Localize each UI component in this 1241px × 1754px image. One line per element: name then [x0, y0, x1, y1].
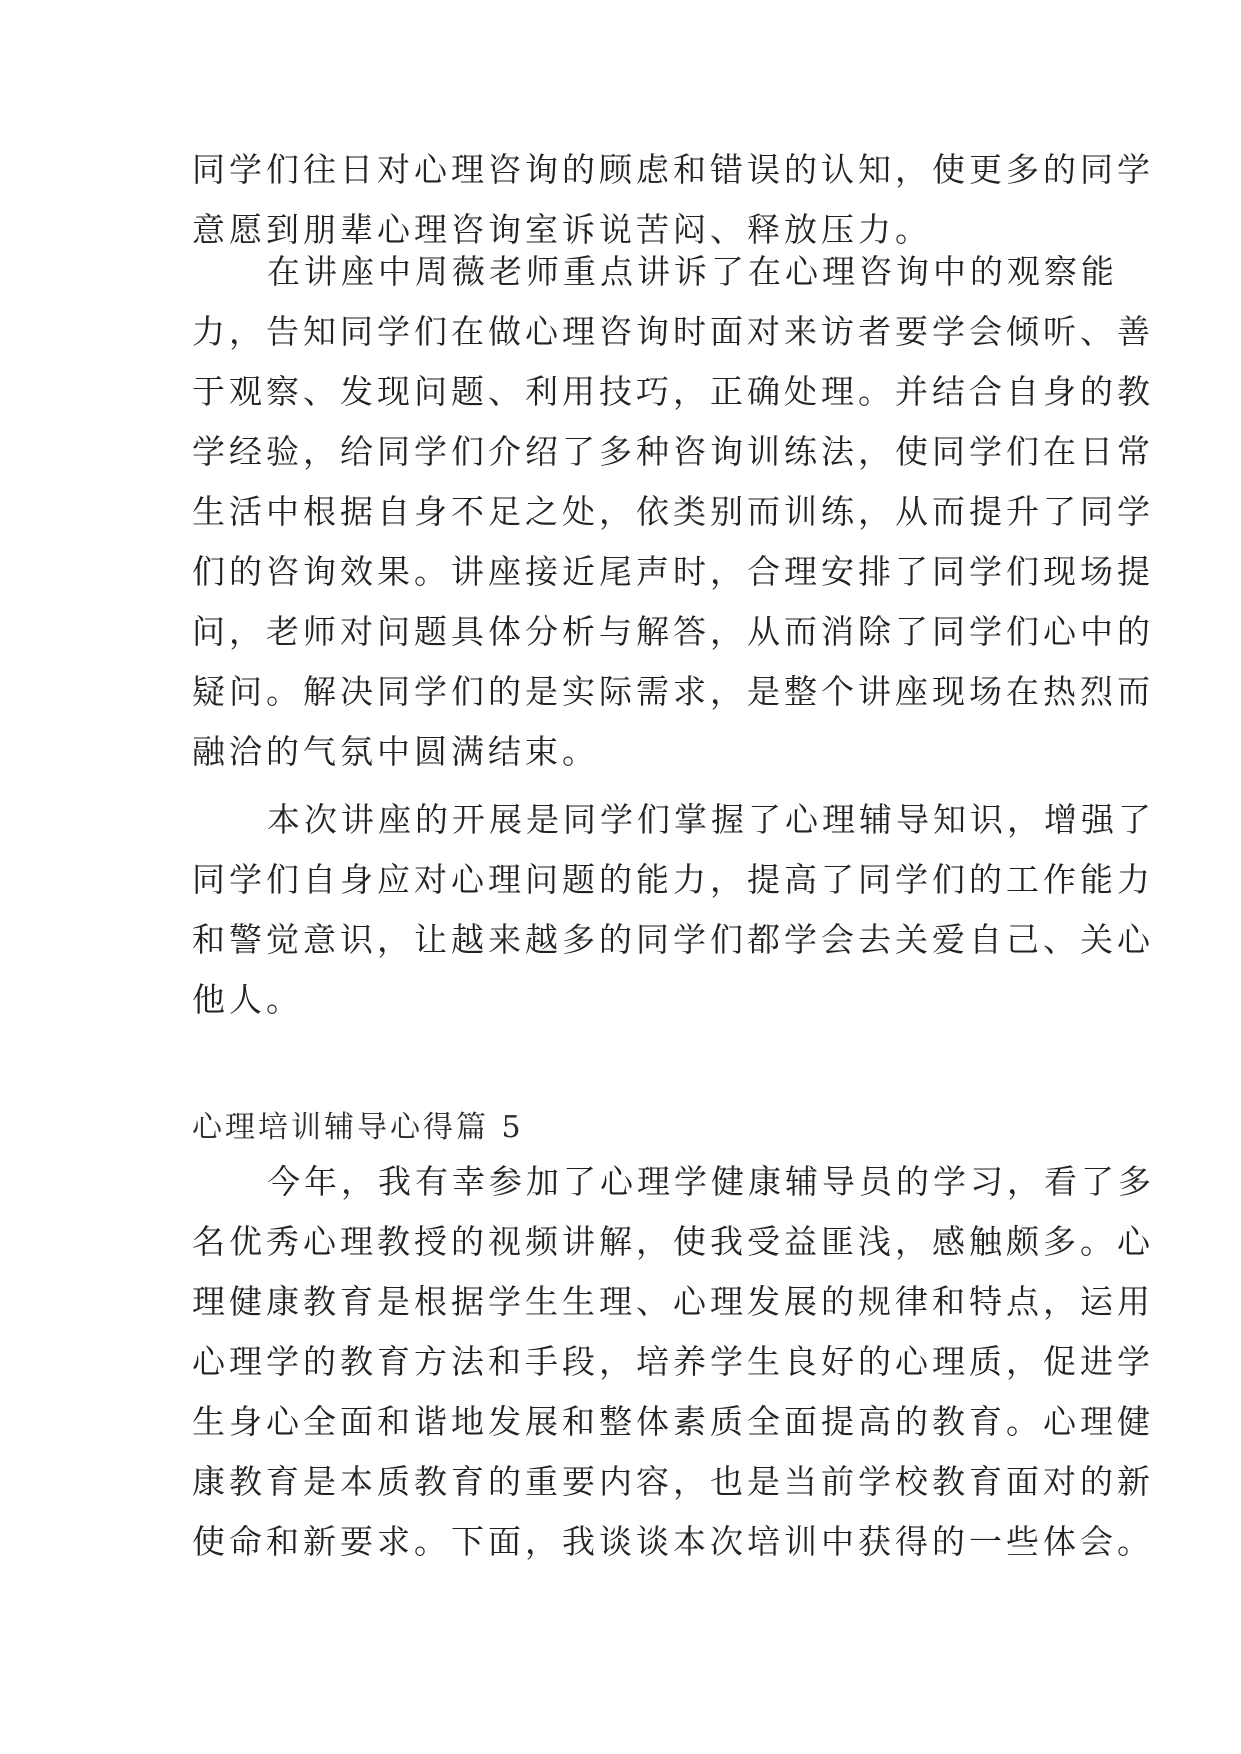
paragraph-lecture-summary [192, 790, 1155, 1030]
text-line: 理健康教育是根据学生生理、心理发展的规律和特点，运用 [192, 1282, 1154, 1321]
paragraph-training-reflection [192, 1152, 1155, 1572]
text-line: 问，老师对问题具体分析与解答，从而消除了同学们心中的 [192, 612, 1154, 651]
text-line: 名优秀心理教授的视频讲解，使我受益匪浅，感触颇多。心 [192, 1222, 1154, 1261]
text-line: 生身心全面和谐地发展和整体素质全面提高的教育。心理健 [192, 1402, 1154, 1441]
text-line: 心理学的教育方法和手段，培养学生良好的心理质，促进学 [192, 1342, 1154, 1381]
text-line: 和警觉意识，让越来越多的同学们都学会去关爱自己、关心 [192, 920, 1154, 959]
text-line: 今年，我有幸参加了心理学健康辅导员的学习，看了多 [267, 1162, 1155, 1201]
text-line: 本次讲座的开展是同学们掌握了心理辅导知识，增强了 [267, 800, 1155, 839]
text-line: 疑问。解决同学们的是实际需求，是整个讲座现场在热烈而 [192, 672, 1154, 711]
text-line: 学经验，给同学们介绍了多种咨询训练法，使同学们在日常 [192, 432, 1154, 471]
text-line: 同学们往日对心理咨询的顾虑和错误的认知，使更多的同学 [192, 150, 1154, 189]
text-line: 他人。 [192, 980, 303, 1019]
text-line: 同学们自身应对心理问题的能力，提高了同学们的工作能力 [192, 860, 1154, 899]
text-line: 康教育是本质教育的重要内容，也是当前学校教育面对的新 [192, 1462, 1154, 1501]
text-line: 意愿到朋辈心理咨询室诉说苦闷、释放压力。 [192, 210, 932, 249]
paragraph-lecture-content [192, 242, 1154, 782]
text-line: 融洽的气氛中圆满结束。 [192, 732, 599, 771]
text-line: 使命和新要求。下面，我谈谈本次培训中获得的一些体会。 [192, 1522, 1154, 1561]
text-line: 在讲座中周薇老师重点讲诉了在心理咨询中的观察能 [267, 252, 1118, 291]
text-line: 生活中根据自身不足之处，依类别而训练，从而提升了同学 [192, 492, 1154, 531]
text-line: 于观察、发现问题、利用技巧，正确处理。并结合自身的教 [192, 372, 1154, 411]
text-line: 们的咨询效果。讲座接近尾声时，合理安排了同学们现场提 [192, 552, 1154, 591]
text-line: 力，告知同学们在做心理咨询时面对来访者要学会倾听、善 [192, 312, 1154, 351]
section-heading: 心理培训辅导心得篇 5 [192, 1110, 524, 1145]
